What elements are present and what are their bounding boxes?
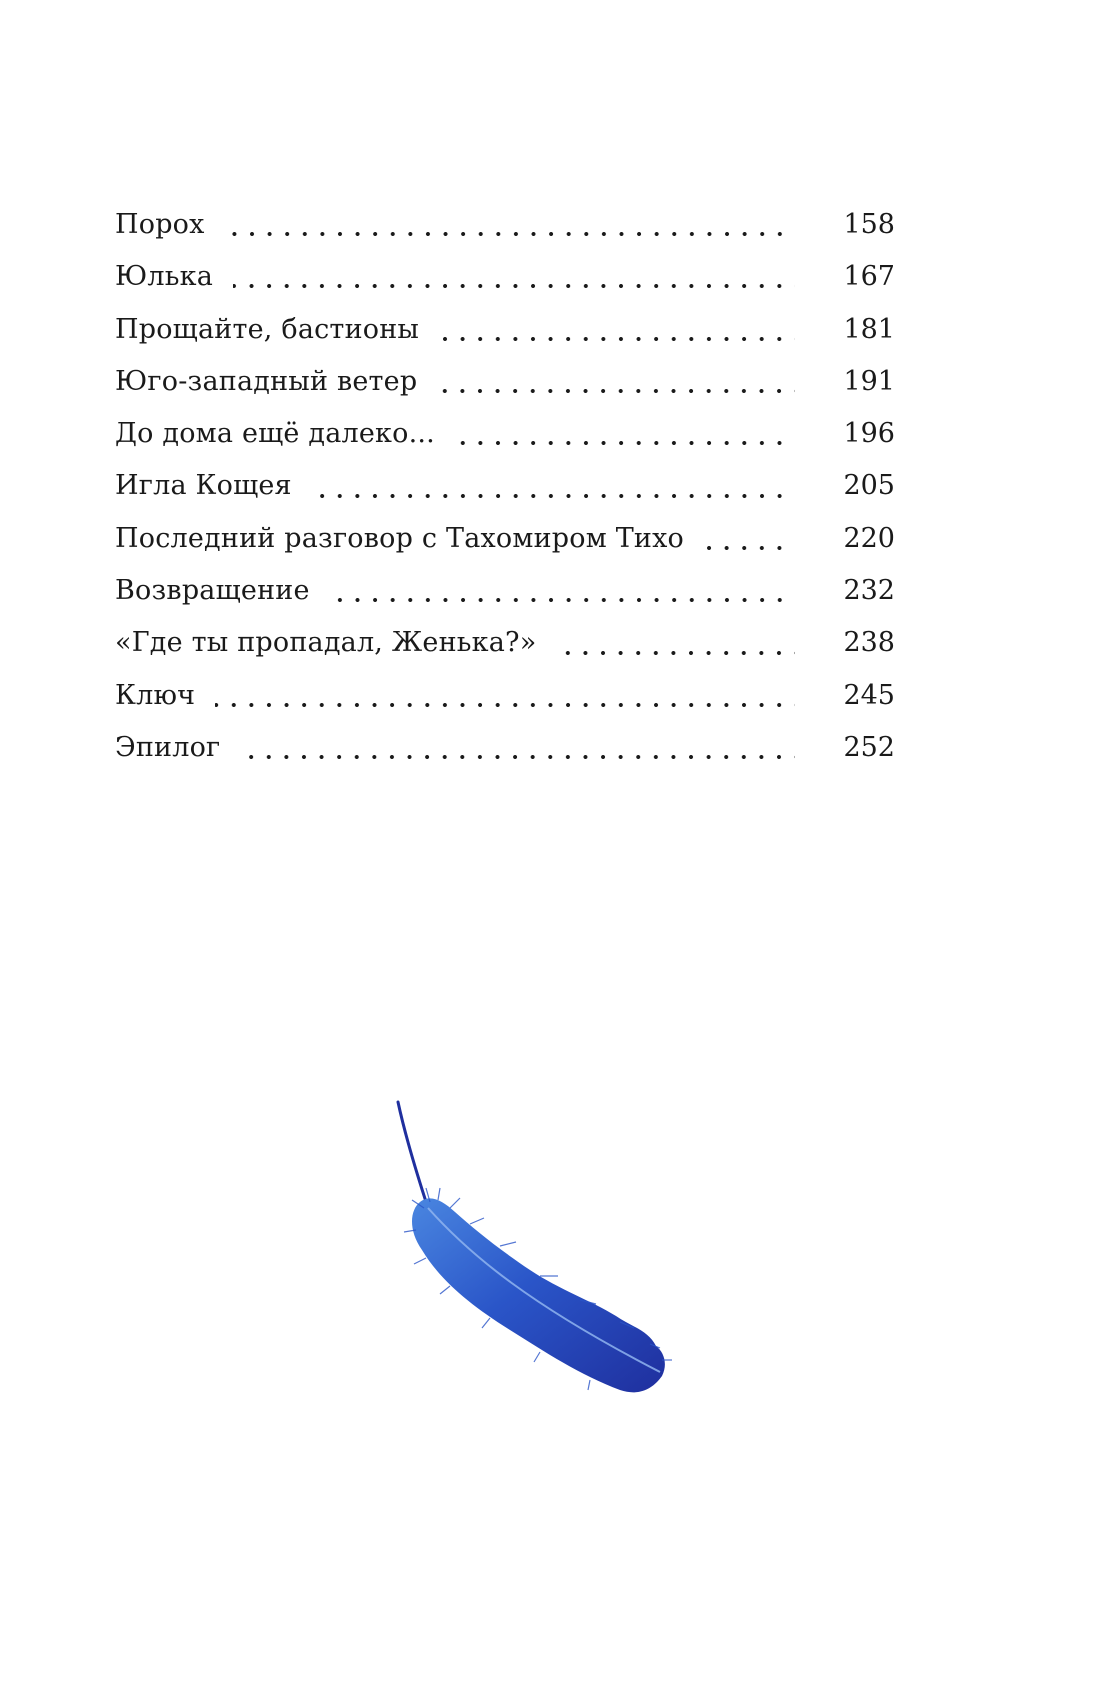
toc-entry[interactable] bbox=[115, 569, 895, 621]
dot-leader bbox=[556, 634, 795, 662]
toc-entry[interactable] bbox=[115, 621, 895, 673]
toc-entry-page: 238 bbox=[843, 627, 895, 659]
toc-entry[interactable] bbox=[115, 308, 895, 360]
dot-leader bbox=[439, 320, 795, 348]
dot-leader bbox=[312, 477, 795, 505]
toc-entry-title: Юго-западный ветер bbox=[115, 365, 418, 397]
toc-entry[interactable] bbox=[115, 464, 895, 516]
dot-leader bbox=[455, 424, 795, 452]
toc-entry-title: Эпилог bbox=[115, 731, 221, 763]
toc-entry-title: Порох bbox=[115, 209, 205, 240]
toc-entry-page: 220 bbox=[843, 522, 895, 554]
toc-entry[interactable] bbox=[115, 412, 895, 464]
dot-leader bbox=[225, 215, 795, 243]
toc-entry-title: «Где ты пропадал, Женька?» bbox=[115, 627, 537, 659]
toc-entry[interactable] bbox=[115, 517, 895, 569]
toc-entry[interactable] bbox=[115, 674, 895, 726]
toc-entry[interactable] bbox=[115, 726, 895, 778]
toc-entry[interactable] bbox=[115, 360, 895, 412]
toc-entry-page: 191 bbox=[843, 365, 895, 397]
toc-entry-page: 167 bbox=[843, 261, 895, 293]
toc-entry-title: Игла Кощея bbox=[115, 470, 292, 502]
dot-leader bbox=[215, 686, 795, 714]
dot-leader bbox=[240, 738, 795, 766]
toc-entry-title: Ключ bbox=[115, 679, 196, 711]
toc-entry-page: 245 bbox=[843, 679, 895, 711]
toc-entry-page: 205 bbox=[843, 470, 895, 502]
toc-entry-page: 181 bbox=[843, 313, 895, 345]
dot-leader bbox=[330, 581, 795, 609]
toc-entry-title: Юлька bbox=[115, 261, 214, 293]
toc-entry-page: 232 bbox=[843, 575, 895, 607]
dot-leader bbox=[704, 529, 795, 557]
toc-entry-title: Прощайте, бастионы bbox=[115, 313, 420, 345]
feather-icon bbox=[380, 1090, 680, 1430]
table-of-contents bbox=[115, 203, 895, 778]
toc-entry-title: Последний разговор с Тахомиром Тихо bbox=[115, 522, 684, 554]
toc-entry-page: 252 bbox=[843, 731, 895, 763]
toc-entry[interactable] bbox=[115, 203, 895, 255]
toc-entry-page: 196 bbox=[843, 418, 895, 450]
toc-entry-title: До дома ещё далеко... bbox=[115, 418, 435, 450]
toc-entry[interactable] bbox=[115, 255, 895, 307]
toc-entry-title: Возвращение bbox=[115, 575, 310, 607]
dot-leader bbox=[233, 267, 795, 295]
toc-entry-page: 158 bbox=[843, 209, 895, 240]
dot-leader bbox=[437, 372, 795, 400]
